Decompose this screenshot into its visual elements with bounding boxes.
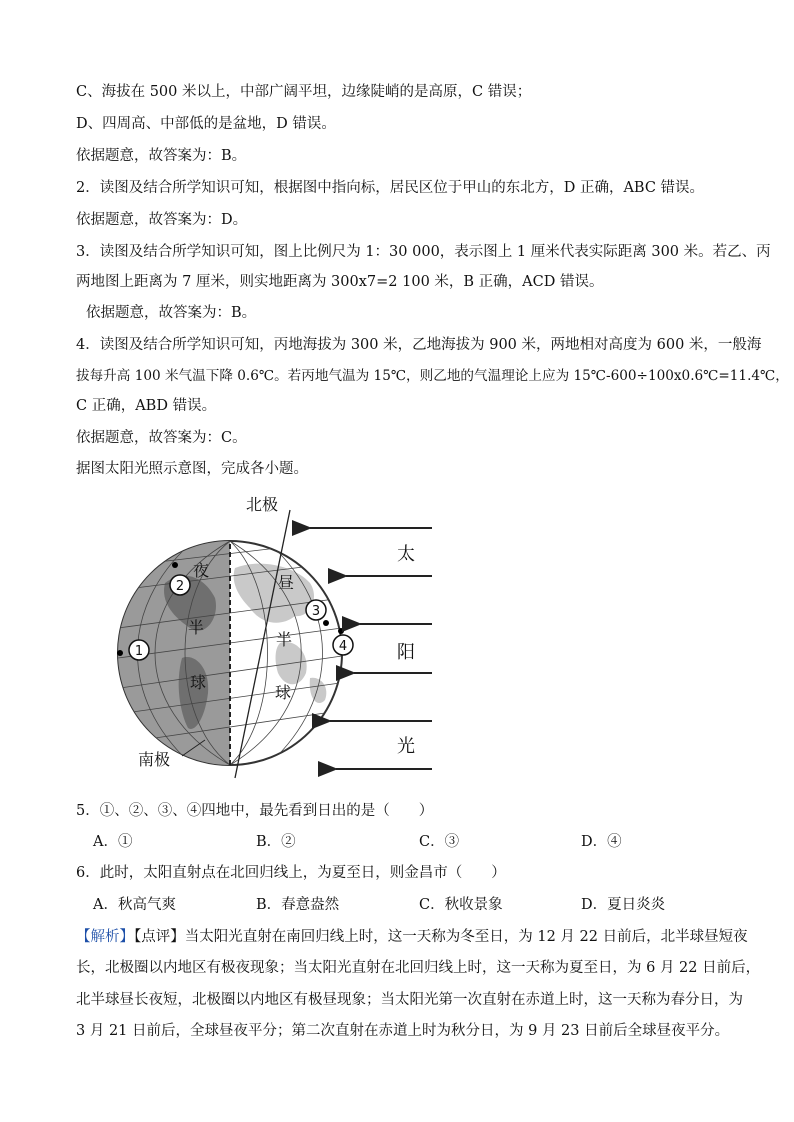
sunlight-label-2: 阳 — [397, 642, 415, 663]
analysis-line: 北半球昼长夜短，北极圈以内地区有极昼现象；当太阳光第一次直射在赤道上时，这一天称为春分日，为 — [76, 992, 743, 1008]
text-line: 两地图上距离为 7 厘米，则实地距离为 300x7=2 100 米，B 正确，ACD 错误。 — [76, 274, 604, 290]
day-label-2: 半 — [276, 630, 293, 649]
text-line: 依据题意，故答案为：C。 — [76, 430, 247, 446]
analysis-line: 长，北极圈以内地区有极夜现象；当太阳光直射在北回归线上时，这一天称为夏至日，为 6 月 22 日前后， — [76, 960, 761, 976]
text-line: D、四周高、中部低的是盆地，D 错误。 — [76, 116, 336, 132]
day-label-3: 球 — [275, 683, 292, 702]
q5-option-b: B．② — [256, 834, 296, 850]
q6-option-c: C．秋收景象 — [419, 897, 503, 913]
sunlight-label-1: 太 — [397, 544, 415, 565]
north-pole-label: 北极 — [246, 495, 279, 514]
night-label-1: 夜 — [193, 561, 210, 580]
text-line: 依据题意，故答案为：B。 — [76, 148, 247, 164]
analysis-line — [76, 927, 748, 947]
analysis-text: 【点评】当太阳光直射在南回归线上时，这一天称为冬至日，为 12 月 22 日前后，北半球昼短夜 — [134, 929, 748, 945]
text-line: 依据题意，故答案为：B。 — [86, 305, 257, 321]
day-label-1: 昼 — [278, 573, 295, 592]
point-2-dot — [172, 562, 178, 568]
south-pole-label: 南极 — [138, 750, 171, 769]
text-line: C、海拔在 500 米以上，中部广阔平坦，边缘陡峭的是高原，C 错误； — [76, 84, 532, 100]
point-4-label: 4 — [338, 639, 348, 654]
q6-option-d: D．夏日炎炎 — [581, 897, 666, 913]
text-line: C 正确，ABD 错误。 — [76, 398, 217, 414]
question-5-stem: 5．①、②、③、④四地中，最先看到日出的是（ ） — [76, 803, 434, 819]
point-2-label: 2 — [175, 579, 185, 594]
night-side — [110, 528, 230, 788]
text-line: 拔每升高 100 米气温下降 0.6℃。若丙地气温为 15℃，则乙地的气温理论上应为 15℃-600÷100x0.6℃=11.4℃， — [76, 368, 789, 384]
text-line: 2．读图及结合所学知识可知，根据图中指向标，居民区位于甲山的东北方，D 正确，ABC 错误。 — [76, 180, 705, 196]
sunlight-diagram — [110, 488, 440, 788]
q5-option-d: D．④ — [581, 834, 622, 850]
sunlight-label-3: 光 — [397, 736, 415, 757]
text-line: 据图太阳光照示意图，完成各小题。 — [76, 461, 308, 477]
night-label-2: 半 — [188, 618, 205, 637]
point-4-dot — [338, 628, 344, 634]
night-label-3: 球 — [190, 673, 207, 692]
question-6-stem: 6．此时，太阳直射点在北回归线上，为夏至日，则金昌市（ ） — [76, 865, 506, 881]
point-1-dot — [117, 650, 123, 656]
q6-option-b: B．春意盎然 — [256, 897, 340, 913]
text-line: 4．读图及结合所学知识可知，丙地海拔为 300 米，乙地海拔为 900 米，两地相对高度为 600 米，一般海 — [76, 337, 762, 353]
q6-option-a: A．秋高气爽 — [93, 897, 176, 913]
point-3-dot — [323, 620, 329, 626]
point-3-label: 3 — [311, 604, 321, 619]
text-line: 3．读图及结合所学知识可知，图上比例尺为 1：30 000，表示图上 1 厘米代表实际距离 300 米。若乙、丙 — [76, 244, 771, 260]
q5-option-c: C．③ — [419, 834, 460, 850]
text-line: 依据题意，故答案为：D。 — [76, 212, 248, 228]
analysis-tag: 【解析】 — [76, 929, 134, 945]
q5-option-a: A．① — [93, 834, 133, 850]
analysis-line: 3 月 21 日前后，全球昼夜平分；第二次直射在赤道上时为秋分日，为 9 月 23 日前后全球昼夜平分。 — [76, 1023, 730, 1039]
point-1-label: 1 — [134, 644, 144, 659]
